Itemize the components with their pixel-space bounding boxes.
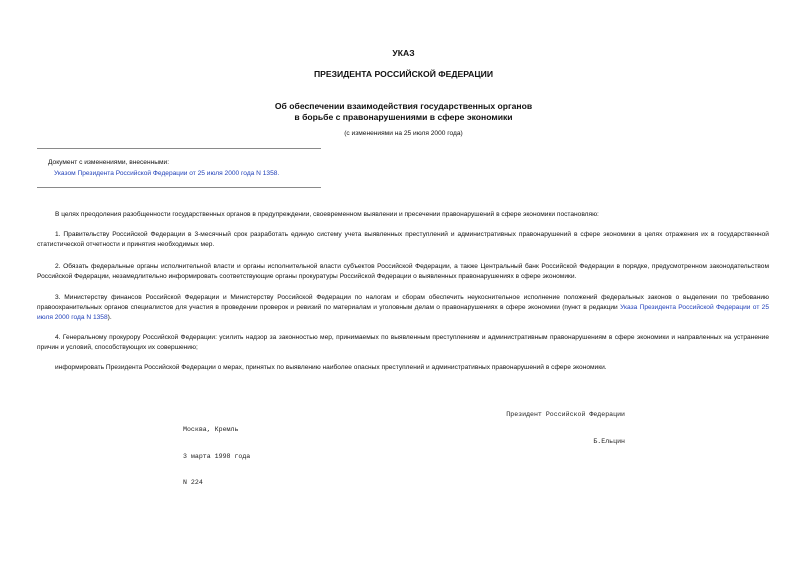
- signature-position: Президент Российской Федерации: [506, 411, 625, 419]
- document-date: 3 марта 1998 года: [183, 452, 251, 460]
- signature-block: [500, 394, 625, 464]
- divider-top: [37, 148, 321, 149]
- amendment-link[interactable]: Указом Президента Российской Федерации от 25 июля 2000 года N 1358.: [54, 170, 280, 177]
- subject-line-2: в борьбе с правонарушениями в сфере экономики: [294, 112, 513, 122]
- signature-name: Б.Ельцин: [593, 437, 625, 445]
- preamble-paragraph: В целях преодоления разобщенности государственных органов в предупреждении, своевременном выявлении и пресечении правонарушений в сфере экономики постановляю:: [55, 211, 599, 218]
- subject-line-1: Об обеспечении взаимодействия государственных органов: [274, 101, 533, 111]
- place-date-block: [183, 409, 250, 505]
- paragraph-3-link[interactable]: Указа Президента Российской Федерации от 25 июля 2000 года N 1358: [37, 304, 769, 321]
- place-city: Москва, Кремль: [183, 426, 239, 434]
- document-number: N 224: [183, 478, 203, 486]
- document-subject: [0, 101, 807, 123]
- paragraph-3-end: ).: [107, 314, 112, 321]
- issuer-title: ПРЕЗИДЕНТА РОССИЙСКОЙ ФЕДЕРАЦИИ: [313, 69, 494, 79]
- amendments-heading: Документ с изменениями, внесенными:: [48, 159, 170, 166]
- paragraph-4: 4. Генеральному прокурору Российской Федерации: усилить надзор за законностью мер, принимаемых по выявленным преступлениям и административным правонарушениям в сфере экономики и направленных на устранение причин и условий, способствующих их совершению;: [37, 334, 769, 351]
- paragraph-1: 1. Правительству Российской Федерации в 3-месячный срок разработать единую систему учета выявленных преступлений и административных правонарушений в сфере экономики в целях отражения их в государственной статистической отчетности и принятия необходимых мер.: [37, 231, 769, 248]
- document-type-title: УКАЗ: [392, 48, 415, 58]
- divider-bottom: [37, 187, 321, 188]
- paragraph-3-text: 3. Министерству финансов Российской Федерации и Министерству Российской Федерации по налогам и сборам обеспечить неукоснительное исполнение положений федеральных законов о выделении по требованию правоохранительных органов специалистов для участия в проведении проверок и ревизий по материалам и уголовным делам о правонарушениях в сфере экономики (пункт в редакции: [37, 294, 769, 311]
- paragraph-2: 2. Обязать федеральные органы исполнительной власти и органы исполнительной власти субъектов Российской Федерации, а также Центральный банк Российской Федерации в порядке, предусмотренном законодательством Российской Федерации, незамедлительно информировать соответствующие органы прокуратуры Российской Федерации о выявленных правонарушениях в сфере экономики.: [37, 263, 769, 280]
- changes-note: (с изменениями на 25 июля 2000 года): [344, 130, 463, 137]
- paragraph-5: информировать Президента Российской Федерации о мерах, принятых по выявлению наиболее опасных преступлений и административных правонарушений в сфере экономики.: [55, 364, 607, 371]
- paragraph-3: [37, 293, 769, 323]
